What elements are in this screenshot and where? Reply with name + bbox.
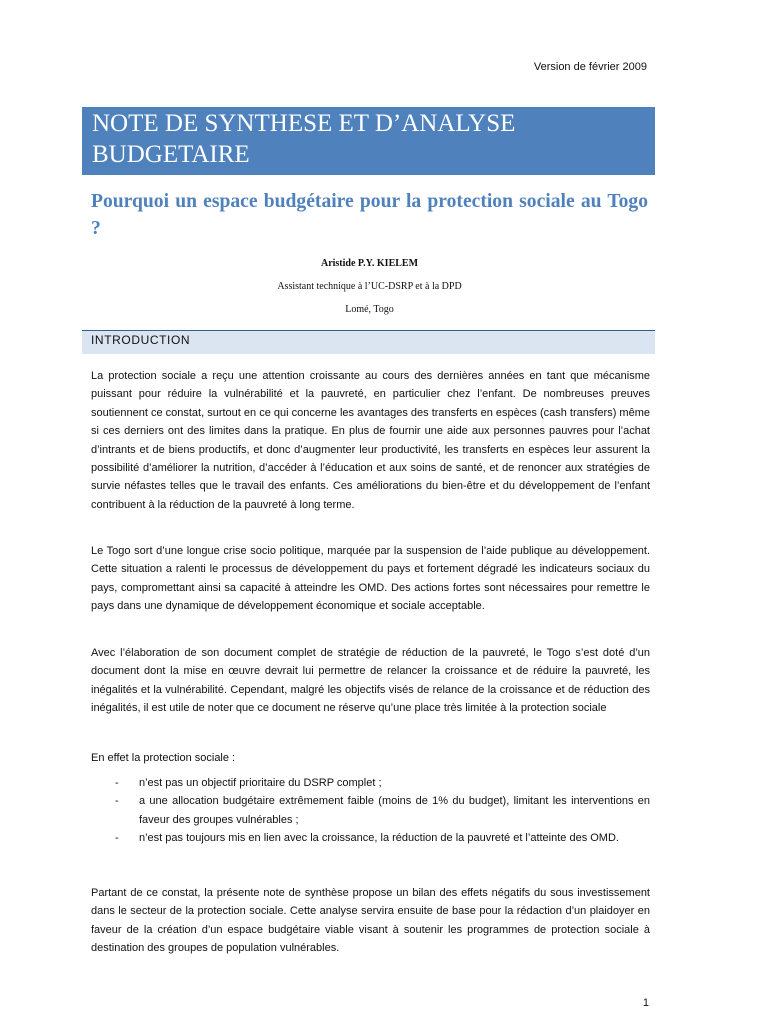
list-item xyxy=(91,792,650,829)
paragraph-text: Le Togo sort d’une longue crise socio politique, marquée par la suspension de l’aide publique au développement. Cette situation a ralenti le processus de développement du pays et fortement dégradé les indicateurs sociaux du pays, compromettant ainsi sa capacité à atteindre les OMD. Des actions fortes sont nécessaires pour remettre le pays dans une dynamique de développement économique et sociale acceptable. xyxy=(91,545,650,613)
paragraph-2 xyxy=(91,542,650,616)
dash-marker: - xyxy=(115,777,119,789)
page-number: 1 xyxy=(642,997,649,1009)
paragraph-3 xyxy=(91,644,650,718)
paragraph-text: Partant de ce constat, la présente note de synthèse propose un bilan des effets négatifs du sous investissement dans le secteur de la protection sociale. Cette analyse servira ensuite de base pour la rédaction d’un plaidoyer en faveur de la création d’un espace budgétaire viable visant à soutenir les programmes de protection sociale à destination des groupes de population vulnérables. xyxy=(91,887,650,955)
author-location: Lomé, Togo xyxy=(345,304,394,315)
dash-marker: - xyxy=(115,832,119,845)
version-date: Version de février 2009 xyxy=(533,61,647,73)
author-role: Assistant technique à l’UC-DSRP et à la DPD xyxy=(277,281,462,292)
title-line-1: NOTE DE SYNTHESE ET D’ANALYSE xyxy=(92,110,516,137)
dash-marker: - xyxy=(115,795,119,808)
list-item-text: n’est pas toujours mis en lien avec la croissance, la réduction de la pauvreté et l’atteinte des OMD. xyxy=(139,832,619,845)
list-item-text: n’est pas un objectif prioritaire du DSRP complet ; xyxy=(139,777,382,789)
paragraph-text: La protection sociale a reçu une attention croissante au cours des dernières années en tant que mécanisme puissant pour réduire la vulnérabilité et la pauvreté, en particulier chez l’enfant. De nombreuses preuves soutiennent ce constat, surtout en ce qui concerne les avantages des transferts en espèces (cash transfers) même si ces derniers ont des limites dans la pratique. En plus de fournir une aide aux personnes pauvres pour l’achat d’intrants et de biens productifs, et donc d’augmenter leur productivité, les transferts en espèces leur assurent la possibilité d’améliorer la nutrition, d’accéder à l’éducation et aux soins de santé, et de renoncer aux stratégies de survie néfastes telles que le travail des enfants. Ces améliorations du bien-être et du développement de l’enfant contribuent à la réduction de la pauvreté à long terme. xyxy=(91,370,650,511)
paragraph-closing xyxy=(91,884,650,958)
section-heading: INTRODUCTION xyxy=(82,330,655,354)
list-item xyxy=(91,829,650,847)
list-intro: En effet la protection sociale : xyxy=(91,752,236,764)
paragraph-1 xyxy=(91,367,650,514)
title-line-2: BUDGETAIRE xyxy=(92,141,250,168)
document-subtitle: Pourquoi un espace budgétaire pour la protection sociale au Togo ? xyxy=(91,191,648,239)
author-name: Aristide P.Y. KIELEM xyxy=(320,258,419,269)
list-item xyxy=(91,774,650,792)
list-item-text: a une allocation budgétaire extrêmement faible (moins de 1% du budget), limitant les interventions en faveur des groupes vulnérables ; xyxy=(139,795,650,826)
document-title-banner xyxy=(82,107,655,175)
paragraph-text: Avec l’élaboration de son document complet de stratégie de réduction de la pauvreté, le Togo s’est doté d’un document dont la mise en œuvre devrait lui permettre de relancer la croissance et de réduire la pauvreté, les inégalités et la vulnérabilité. Cependant, malgré les objectifs visés de relance de la croissance et de réduction des inégalités, il est utile de noter que ce document ne réserve qu’une place très limitée à la protection sociale xyxy=(91,647,650,715)
bullet-list xyxy=(91,774,650,848)
